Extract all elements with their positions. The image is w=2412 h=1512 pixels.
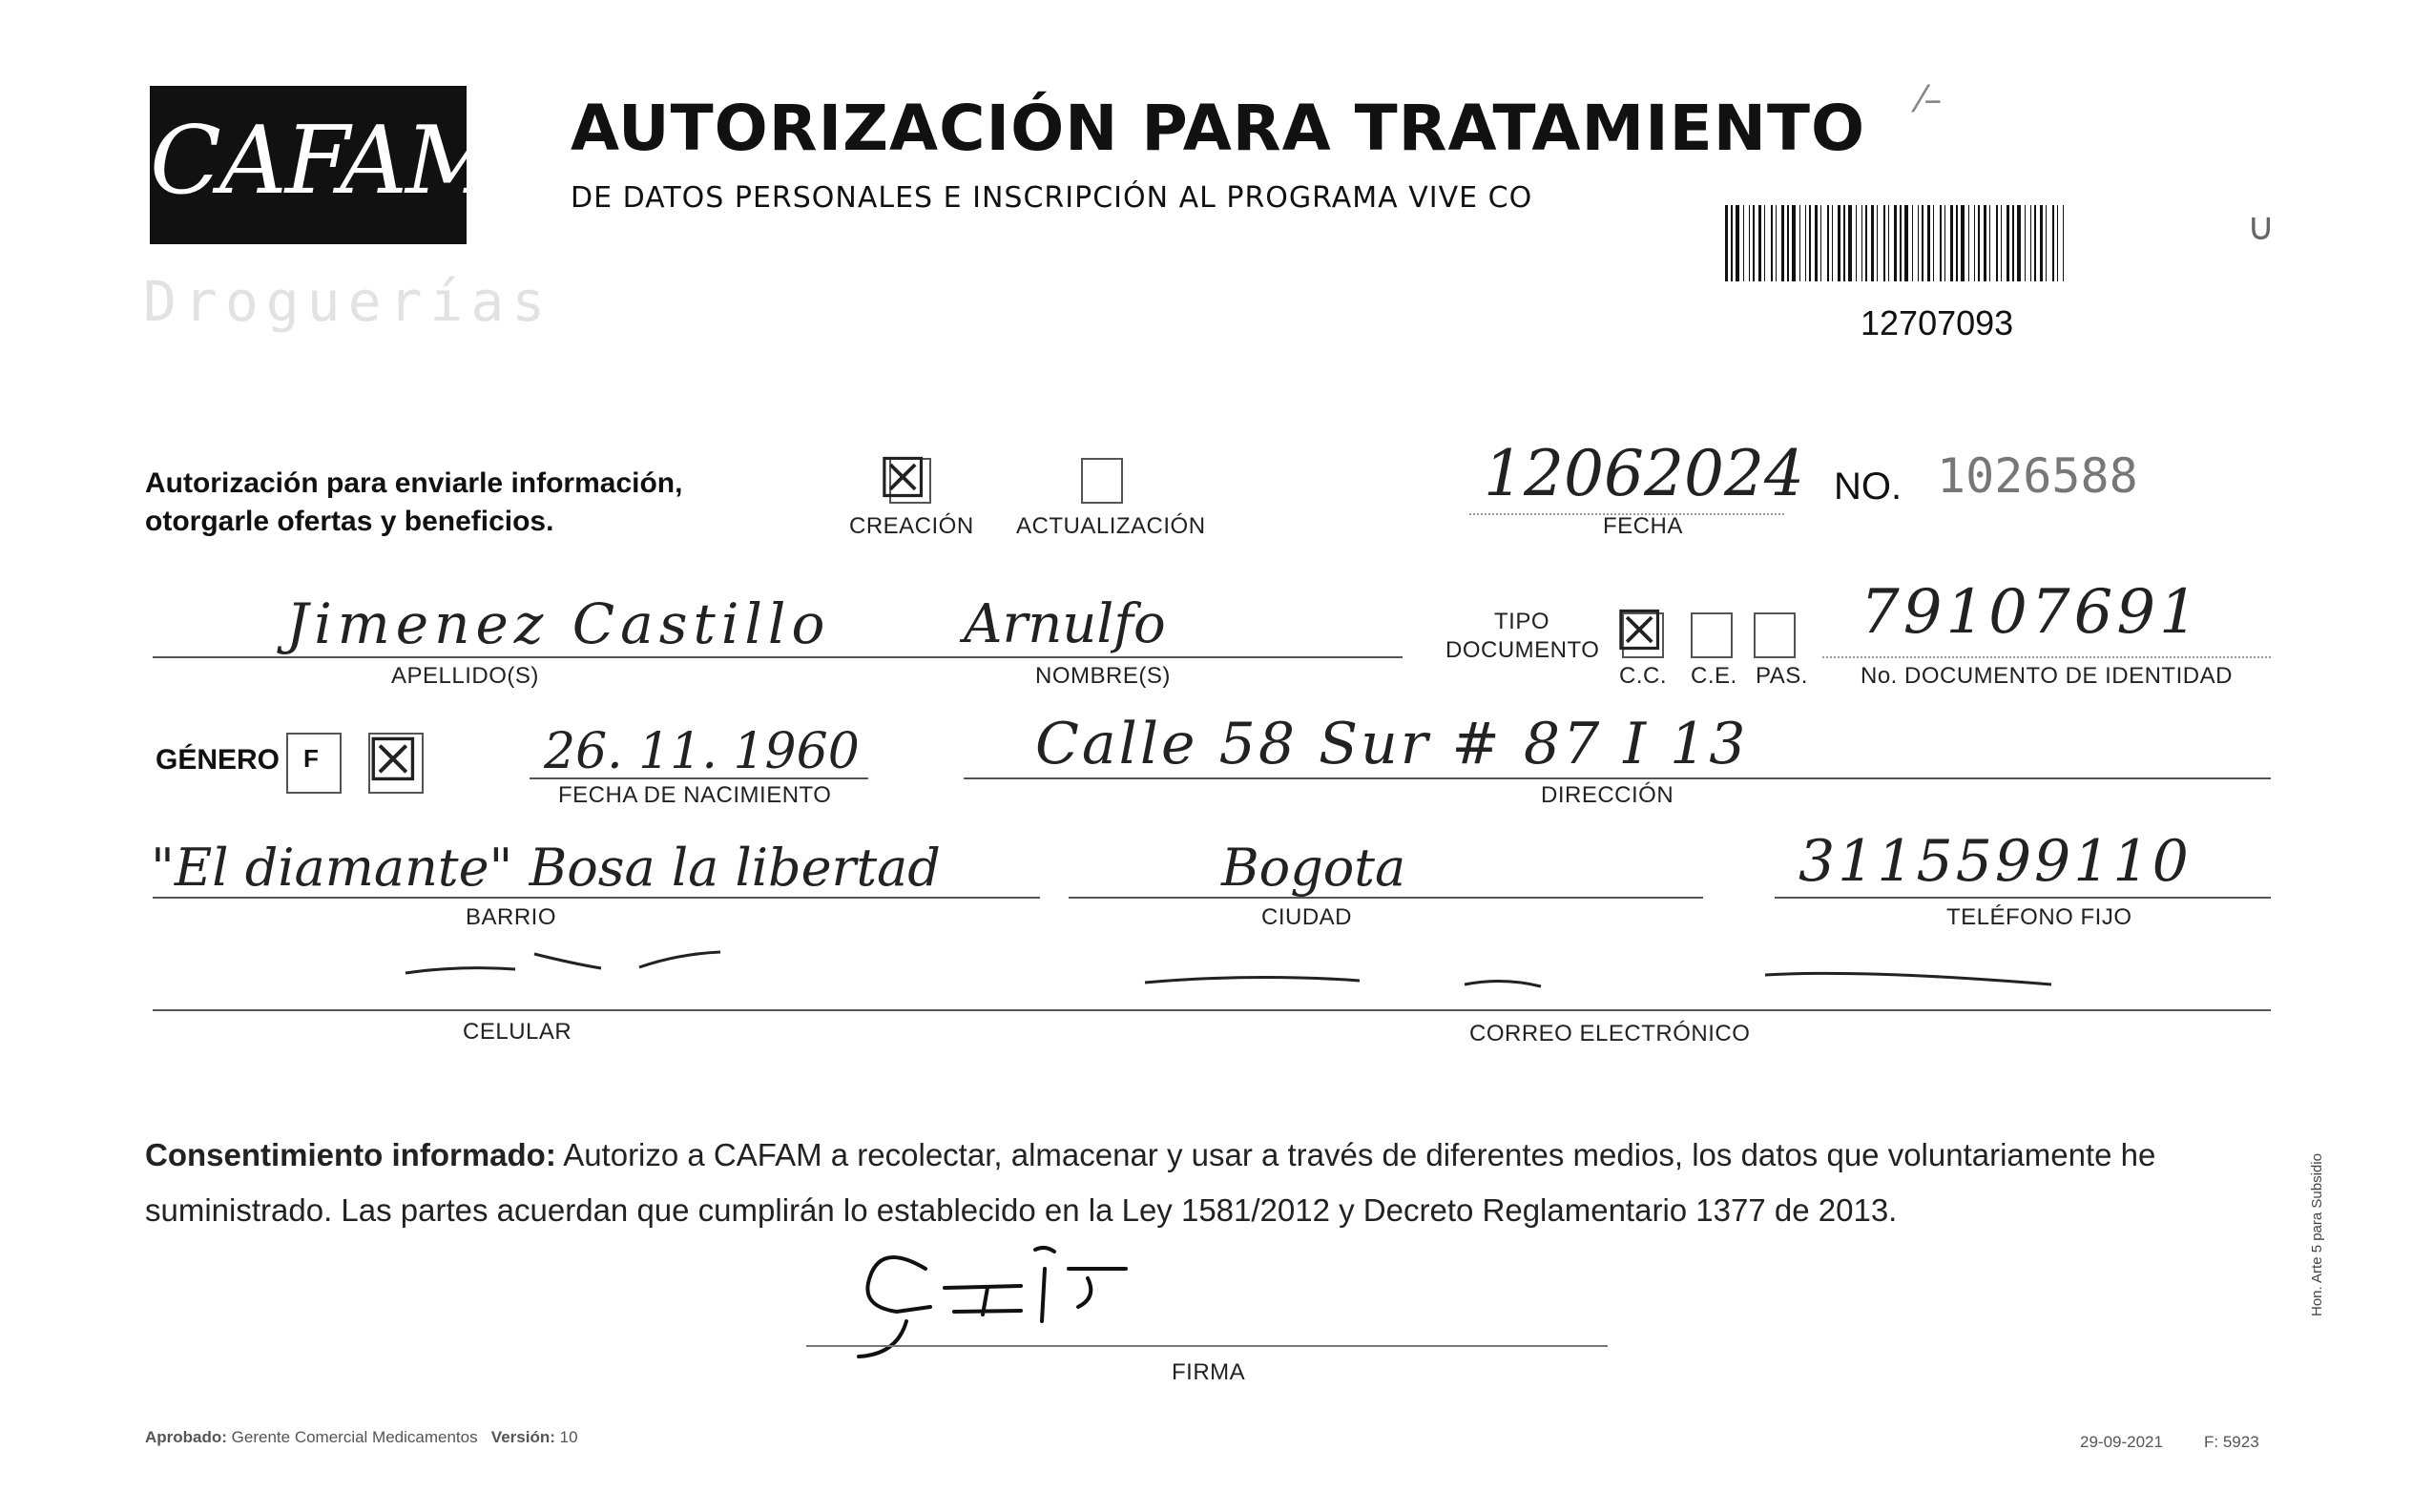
corner-mark: ⁄– xyxy=(1918,78,1943,120)
m-check-mark: ☒ xyxy=(366,725,420,795)
actualizacion-label: ACTUALIZACIÓN xyxy=(1016,513,1206,539)
direccion-value: Calle 58 Sur # 87 I 13 xyxy=(1035,711,1749,777)
footer-approval xyxy=(145,1428,578,1447)
ciudad-value: Bogota xyxy=(1221,838,1406,898)
consent-text: Autorizo a CAFAM a recolectar, almacenar y usar a través de diferentes medios, los datos que voluntariamente he suministrado. Las partes acuerdan que cumplirán lo establecido en la Ley 1581/2012 y Decreto Reglamentario 1377 de 2013. xyxy=(145,1137,2156,1228)
version-value: 10 xyxy=(559,1428,578,1446)
aprobado-label: Aprobado: xyxy=(145,1428,227,1446)
fecha-value: 12062024 xyxy=(1484,437,1804,510)
telefono-label: TELÉFONO FIJO xyxy=(1946,904,2132,930)
nacimiento-label: FECHA DE NACIMIENTO xyxy=(558,782,832,808)
consent-paragraph xyxy=(145,1128,2292,1238)
version-label: Versión: xyxy=(490,1428,555,1446)
ce-label: C.E. xyxy=(1691,663,1737,689)
consent-heading: Consentimiento informado: xyxy=(145,1137,556,1172)
f-label: F xyxy=(303,744,319,773)
firma-label: FIRMA xyxy=(1172,1359,1246,1385)
documento-value: 79107691 xyxy=(1861,577,2202,648)
celular-strike-mark xyxy=(401,944,725,983)
correo-strike-mark xyxy=(1140,963,2056,1002)
barcode-icon xyxy=(1725,205,2064,281)
genero-label: GÉNERO xyxy=(156,744,281,776)
apellidos-label: APELLIDO(S) xyxy=(391,663,539,689)
aprobado-value: Gerente Comercial Medicamentos xyxy=(231,1428,478,1446)
footer-date-code: 29-09-2021 xyxy=(2080,1433,2163,1451)
correo-label: CORREO ELECTRÓNICO xyxy=(1469,1021,1751,1046)
pas-label: PAS. xyxy=(1756,663,1808,689)
cafam-logo: CAFAM xyxy=(150,107,500,216)
ciudad-label: CIUDAD xyxy=(1261,904,1353,930)
direccion-label: DIRECCIÓN xyxy=(1541,782,1674,808)
creacion-check-mark: ☒ xyxy=(878,445,927,510)
form-subtitle: DE DATOS PERSONALES E INSCRIPCIÓN AL PROGRAMA VIVE CO xyxy=(571,181,1533,215)
barrio-label: BARRIO xyxy=(466,904,557,930)
authorization-text-1: Autorización para enviarle información, xyxy=(145,467,683,499)
no-value: 1026588 xyxy=(1937,448,2138,504)
cc-check-mark: ☒ xyxy=(1614,598,1664,663)
documento-label: No. DOCUMENTO DE IDENTIDAD xyxy=(1861,663,2233,689)
no-label: NO. xyxy=(1834,466,1903,507)
ce-checkbox[interactable] xyxy=(1691,612,1733,658)
authorization-text-2: otorgarle ofertas y beneficios. xyxy=(145,506,554,537)
edge-mark: ∪ xyxy=(2247,205,2276,249)
side-print-text: Hon. Arte 5 para Subsidio xyxy=(2309,1153,2325,1316)
cc-label: C.C. xyxy=(1619,663,1667,689)
fecha-label: FECHA xyxy=(1603,513,1683,539)
nacimiento-value: 26. 11. 1960 xyxy=(544,723,860,780)
nombres-label: NOMBRE(S) xyxy=(1035,663,1171,689)
logo-subtitle: Droguerías xyxy=(143,269,553,334)
barcode-number: 12707093 xyxy=(1861,303,2014,342)
tipo-documento-label-1: TIPO xyxy=(1494,609,1550,634)
apellidos-value: Jimenez Castillo xyxy=(286,591,831,656)
telefono-value: 3115599110 xyxy=(1799,828,2192,895)
footer-form-code: F: 5923 xyxy=(2204,1433,2259,1451)
celular-label: CELULAR xyxy=(463,1019,572,1045)
actualizacion-checkbox[interactable] xyxy=(1081,458,1123,504)
barrio-value: "El diamante" Bosa la libertad xyxy=(151,838,941,898)
tipo-documento-label-2: DOCUMENTO xyxy=(1445,637,1600,663)
pas-checkbox[interactable] xyxy=(1754,612,1796,658)
form-title: AUTORIZACIÓN PARA TRATAMIENTO xyxy=(571,92,1866,165)
creacion-label: CREACIÓN xyxy=(849,513,974,539)
signature-mark xyxy=(840,1231,1221,1364)
nombres-value: Arnulfo xyxy=(964,593,1166,655)
